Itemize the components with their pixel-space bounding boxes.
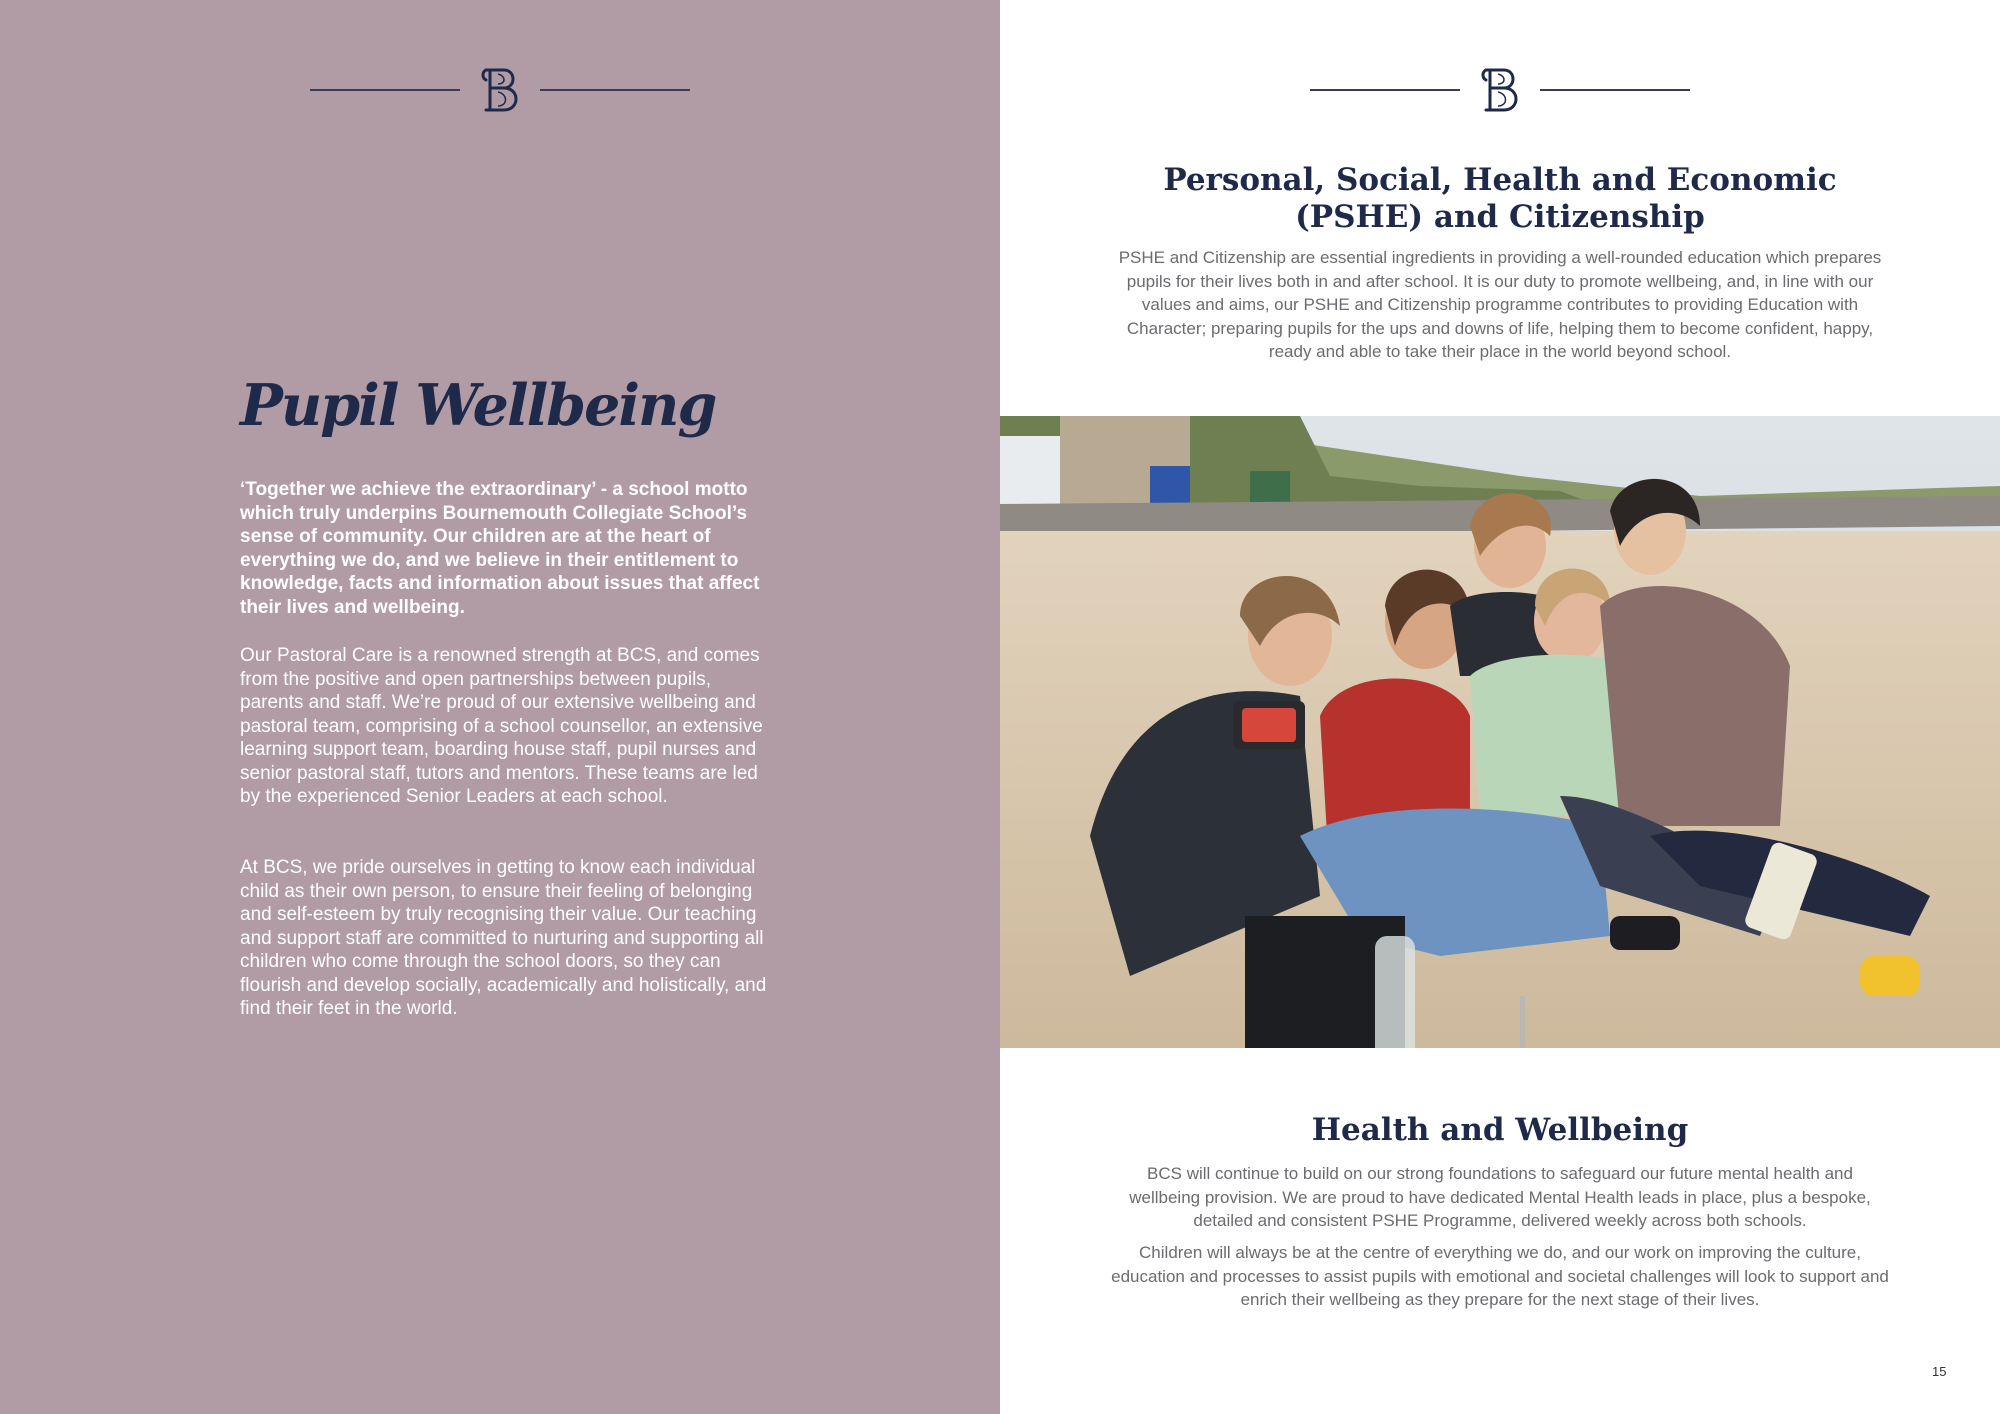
body-paragraph: At BCS, we pride ourselves in getting to know each individual child as their own person, to ensure their feeling of belonging and self-esteem by truly recognising their value. Our teaching and support staff are committed to nurturing and supporting all children who come through the school doors, so they can flourish and develop socially, academically and holistically, and find their feet in the world. — [240, 857, 767, 1019]
school-emblem — [1310, 62, 1690, 118]
page-title: Pupil Wellbeing — [240, 372, 716, 439]
school-emblem — [310, 62, 690, 118]
school-b-monogram-icon — [476, 62, 524, 118]
section-heading-pshe: Personal, Social, Health and Economic (PSHE) and Citizenship — [1163, 162, 1837, 235]
section-text-health: Children will always be at the centre of everything we do, and our work on improving the culture, education and processes to assist pupils with emotional and societal challenges will look to support and enrich their wellbeing as they prepare for the next stage of their lives. — [1111, 1243, 1889, 1309]
school-b-monogram-icon — [1476, 62, 1524, 118]
divider-line — [1540, 89, 1690, 91]
page-number: 15 — [1932, 1364, 1947, 1379]
section-heading-health: Health and Wellbeing — [1311, 1112, 1689, 1148]
beach-selfie-photo — [1000, 416, 2000, 1048]
divider-line — [540, 89, 690, 91]
divider-line — [310, 89, 460, 91]
section-text-health: BCS will continue to build on our strong foundations to safeguard our future mental health and wellbeing provision. We are proud to have dedicated Mental Health leads in place, plus a bespoke, detailed and consistent PSHE Programme, delivered weekly across both schools. — [1129, 1164, 1871, 1230]
right-page — [1000, 0, 2000, 1414]
divider-line — [1310, 89, 1460, 91]
intro-paragraph: ‘Together we achieve the extraordinary’ - a school motto which truly underpins Bournemouth Collegiate School’s sense of community. Our children are at the heart of everything we do, and we believe in their entitlement to knowledge, facts and information about issues that affect their lives and wellbeing. — [240, 479, 760, 618]
section-text-pshe: PSHE and Citizenship are essential ingredients in providing a well-rounded education which prepares pupils for their lives both in and after school. It is our duty to promote wellbeing, and, in line with our values and aims, our PSHE and Citizenship programme contributes to providing Education with Character; preparing pupils for the ups and downs of life, helping them to become confident, happy, ready and able to take their place in the world beyond school. — [1118, 248, 1882, 361]
body-paragraph: Our Pastoral Care is a renowned strength at BCS, and comes from the positive and open partnerships between pupils, parents and staff. We’re proud of our extensive wellbeing and pastoral team, comprising of a school counsellor, an extensive learning support team, boarding house staff, pupil nurses and senior pastoral staff, tutors and mentors. These teams are led by the experienced Senior Leaders at each school. — [240, 645, 763, 807]
